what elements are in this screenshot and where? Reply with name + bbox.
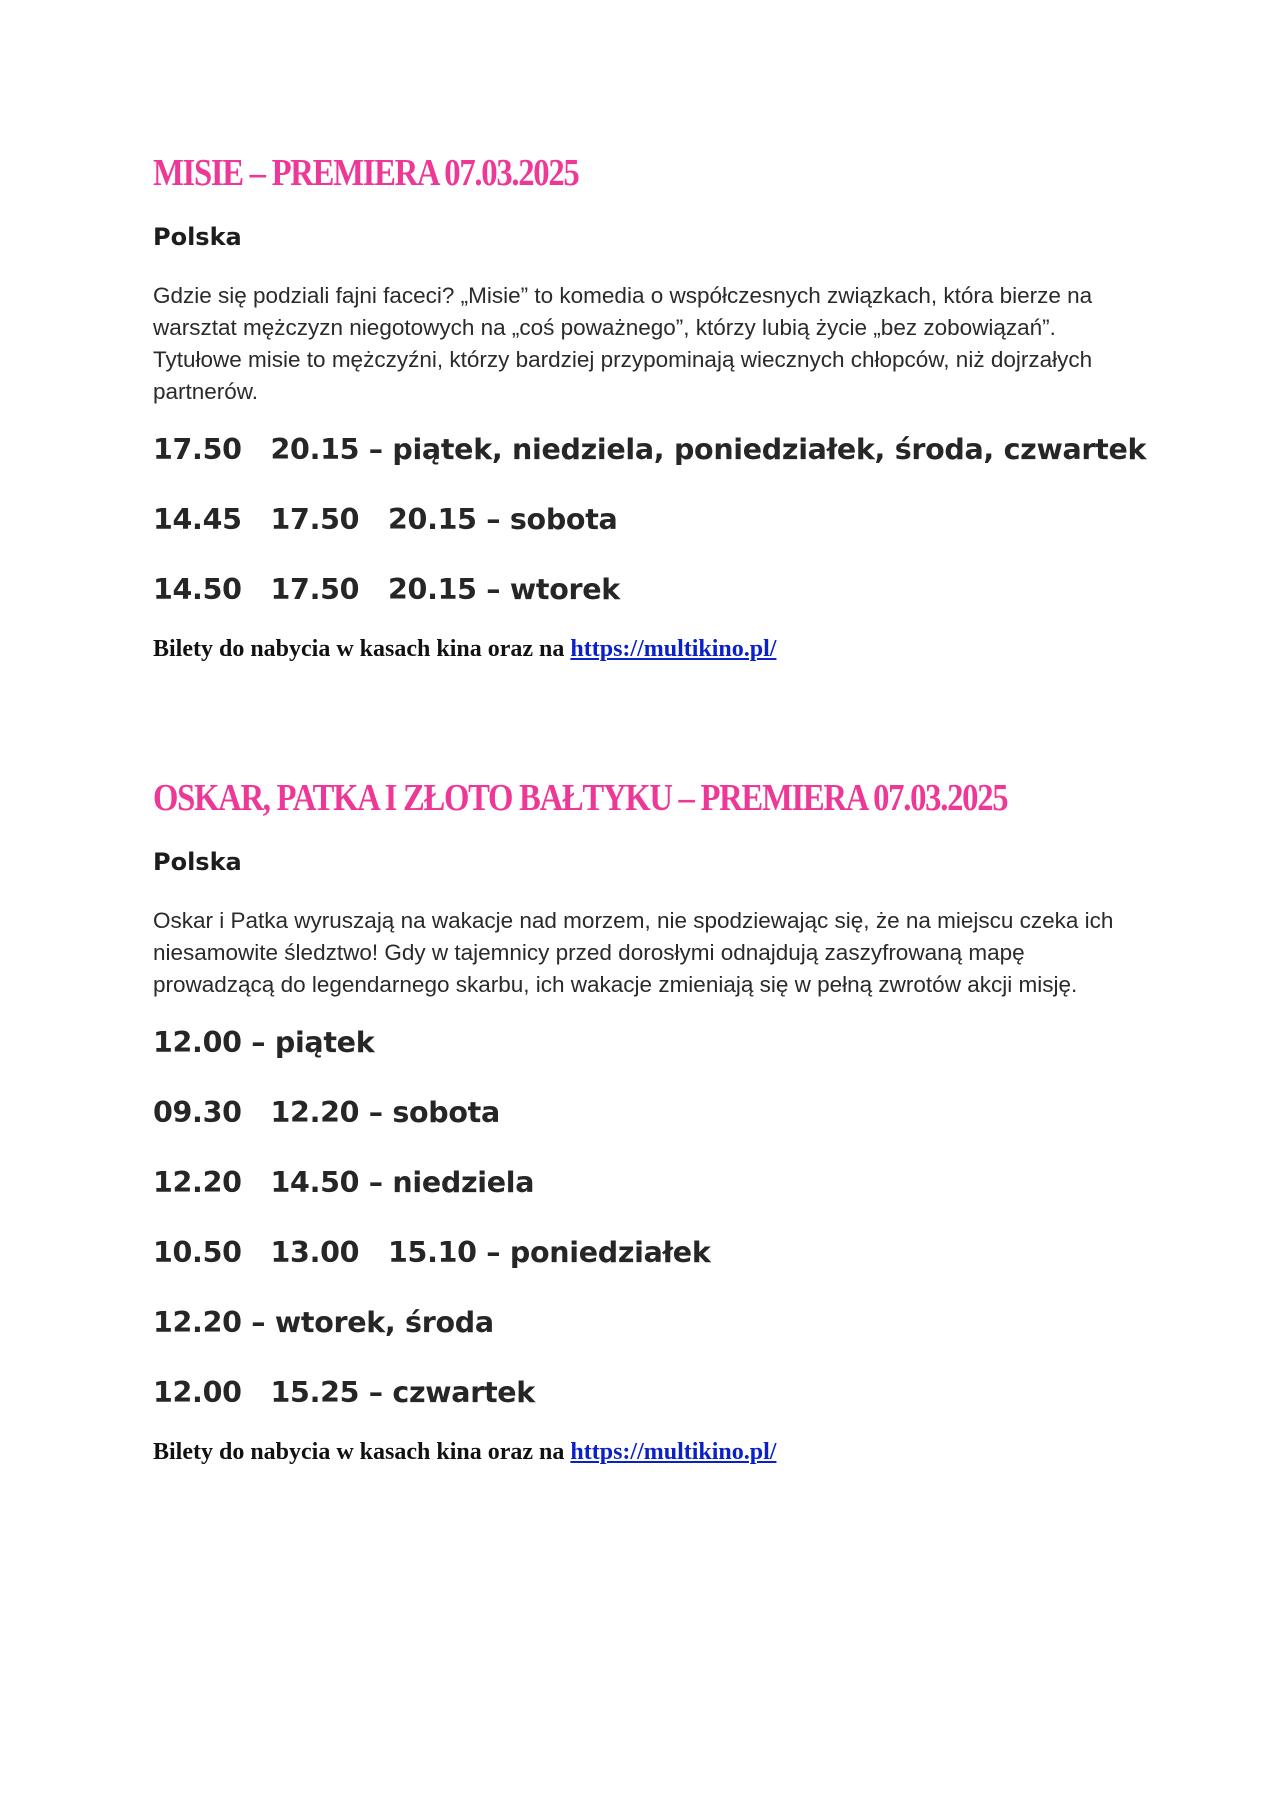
- showtime-row: 14.45 17.50 20.15 – sobota: [153, 503, 618, 536]
- tickets-text: Bilety do nabycia w kasach kina oraz na: [153, 1439, 571, 1465]
- tickets-info: [153, 1437, 1153, 1467]
- tickets-link[interactable]: https://multikino.pl/: [570, 1439, 777, 1465]
- movie-section-oskar-patka: [153, 775, 1153, 1467]
- showtime-row: 14.50 17.50 20.15 – wtorek: [153, 573, 620, 606]
- showtimes-list: [153, 430, 1153, 610]
- showtime-row: 12.20 14.50 – niedziela: [153, 1166, 535, 1199]
- showtimes-list: [153, 1023, 1153, 1413]
- movie-country: Polska: [153, 223, 242, 251]
- showtime-row: 12.20 – wtorek, środa: [153, 1306, 494, 1339]
- movie-description: Gdzie się podziali fajni faceci? „Misie” to komedia o współczesnych związkach, która bierze na warsztat mężczyzn niegotowych na „coś poważnego”, którzy lubią życie „bez zobowiązań”. Tytułowe misie to mężczyźni, którzy bardziej przypominają wiecznych chłopców, niż dojrzałych partnerów.: [153, 283, 1093, 404]
- showtime-row: 12.00 – piątek: [153, 1026, 375, 1059]
- movie-section-misie: [153, 150, 1153, 664]
- tickets-info: [153, 634, 1153, 664]
- movie-title: OSKAR, PATKA I ZŁOTO BAŁTYKU – PREMIERA 07.03.2025: [153, 777, 1008, 819]
- movie-country: Polska: [153, 848, 242, 876]
- showtime-row: 12.00 15.25 – czwartek: [153, 1376, 535, 1409]
- showtime-row: 09.30 12.20 – sobota: [153, 1096, 500, 1129]
- showtime-row: 10.50 13.00 15.10 – poniedziałek: [153, 1236, 711, 1269]
- tickets-link[interactable]: https://multikino.pl/: [570, 636, 777, 662]
- movie-description: Oskar i Patka wyruszają na wakacje nad morzem, nie spodziewając się, że na miejscu czeka ich niesamowite śledztwo! Gdy w tajemnicy przed dorosłymi odnajdują zaszyfrowaną mapę prowadzącą do legendarnego skarbu, ich wakacje zmieniają się w pełną zwrotów akcji misję.: [153, 908, 1114, 997]
- movie-title: MISIE – PREMIERA 07.03.2025: [153, 152, 579, 194]
- tickets-text: Bilety do nabycia w kasach kina oraz na: [153, 636, 571, 662]
- showtime-row: 17.50 20.15 – piątek, niedziela, poniedziałek, środa, czwartek: [153, 433, 1147, 466]
